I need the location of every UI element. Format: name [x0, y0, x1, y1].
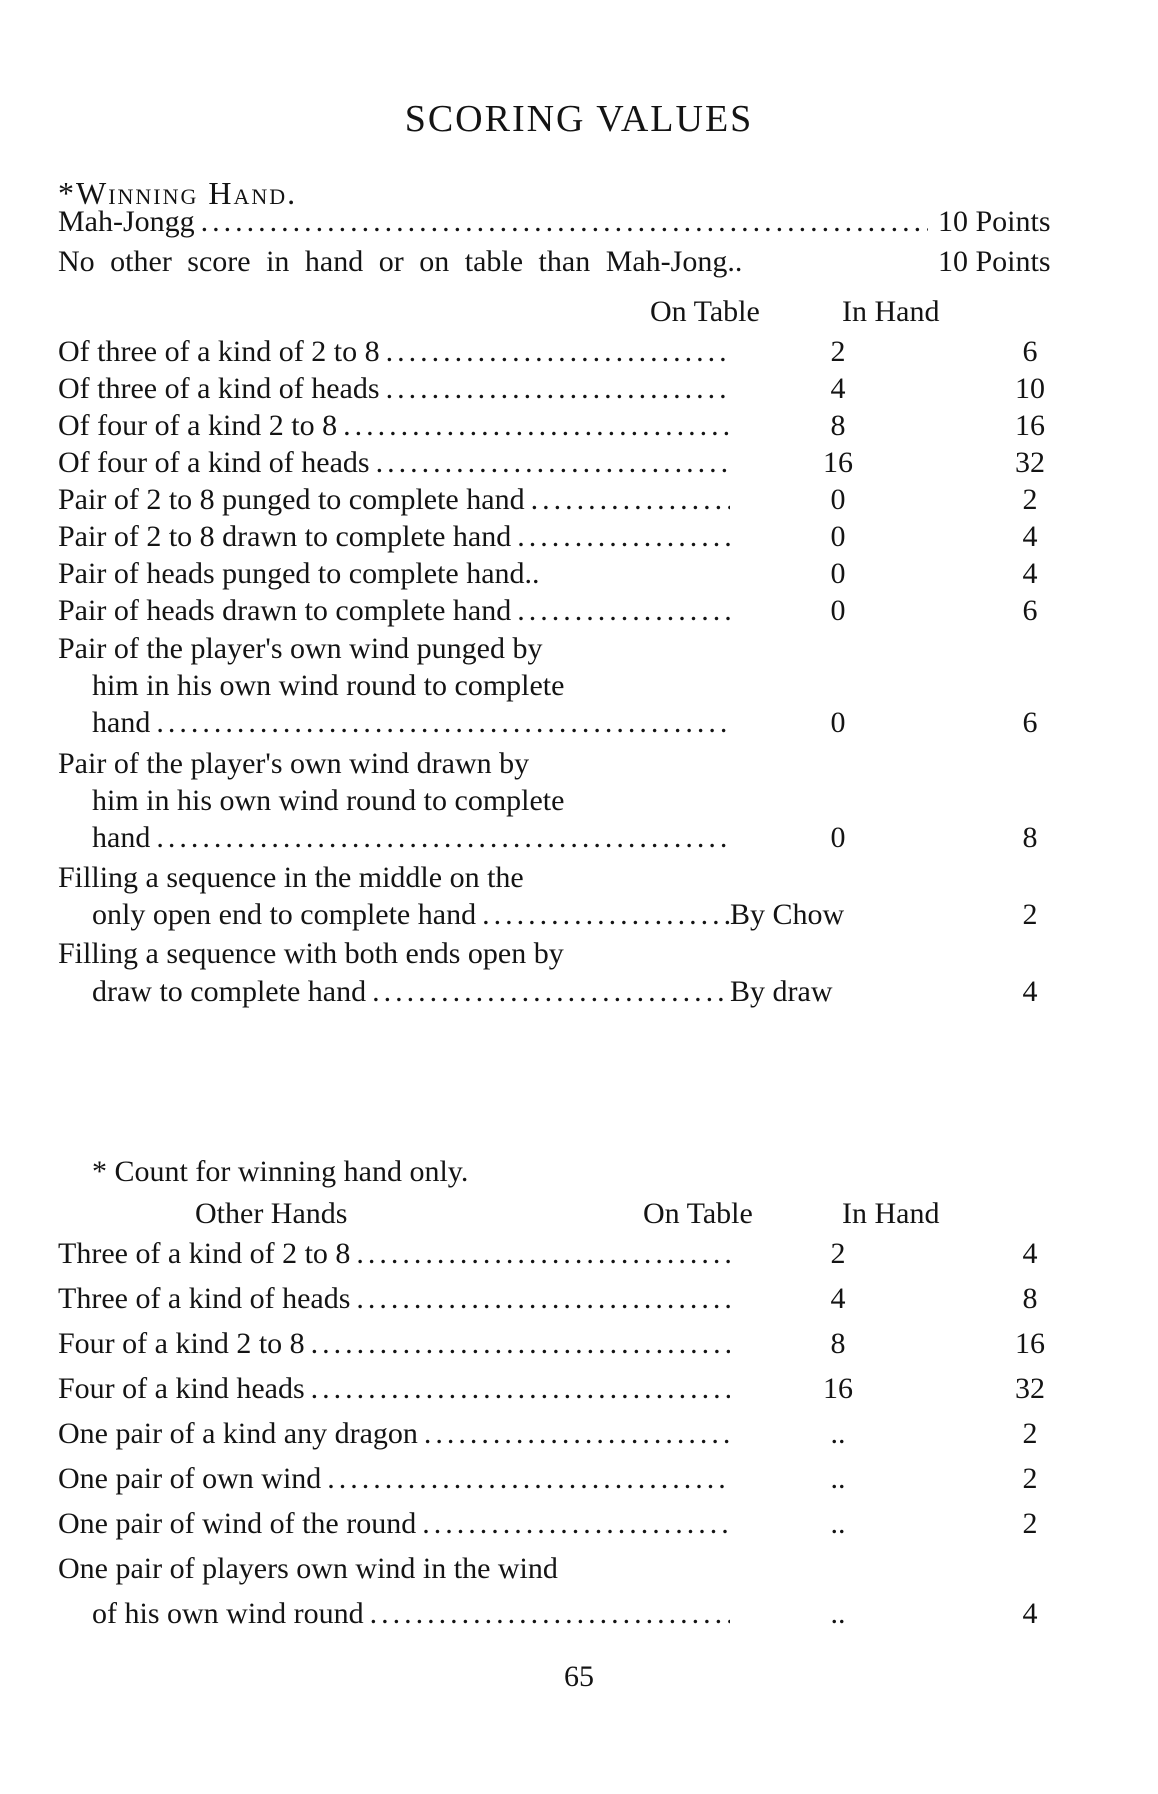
leader-dots — [380, 372, 730, 406]
row-label: Pair of 2 to 8 drawn to complete hand — [58, 520, 512, 553]
scoring-row — [58, 975, 1098, 1017]
in-hand-value: 2 — [1022, 483, 1038, 516]
in-hand-value: 8 — [1022, 821, 1038, 854]
row-label-line — [58, 446, 730, 480]
on-table-value: 0 — [830, 557, 846, 590]
row-label: Of four of a kind of heads — [58, 446, 370, 479]
row-label-line — [58, 557, 730, 591]
row-points: 10 Points — [938, 245, 1051, 278]
in-hand-value: 6 — [1022, 594, 1038, 627]
row-label-line — [92, 975, 730, 1009]
row-label: Pair of the player's own wind punged by — [58, 632, 543, 665]
leader-dots — [476, 898, 730, 932]
leader-dots — [350, 1282, 730, 1316]
row-label: Of four of a kind 2 to 8 — [58, 409, 338, 442]
in-hand-value: 8 — [1022, 1282, 1038, 1315]
scoring-row-line — [58, 1552, 1098, 1594]
leader-dots — [366, 975, 730, 1009]
in-hand-value: 32 — [1015, 1372, 1045, 1405]
leader-dots — [350, 1237, 730, 1271]
in-hand-value: 16 — [1015, 1327, 1045, 1360]
row-label-line — [92, 821, 730, 855]
on-table-value: 2 — [830, 335, 846, 368]
row-label: him in his own wind round to complete — [92, 669, 565, 702]
on-table-value: .. — [830, 1597, 846, 1630]
row-label-line — [58, 594, 730, 628]
in-hand-value: 4 — [1022, 557, 1038, 590]
leader-dots — [511, 520, 730, 554]
row-label-line — [58, 1237, 730, 1271]
leader-dots — [364, 1597, 730, 1631]
row-label-line — [58, 520, 730, 554]
scoring-row — [58, 1282, 1098, 1324]
other-hands-title: Other Hands — [195, 1197, 348, 1230]
leader-dots — [337, 409, 730, 443]
row-label-line — [58, 747, 730, 781]
scoring-row-line — [58, 861, 1098, 903]
on-table-value: 0 — [830, 706, 846, 739]
row-label: hand — [92, 706, 151, 739]
in-hand-header: In Hand — [842, 295, 940, 328]
scoring-row-line — [58, 632, 1098, 674]
in-hand-value: 2 — [1022, 1417, 1038, 1450]
in-hand-value: 4 — [1022, 520, 1038, 553]
row-label-line — [58, 205, 928, 239]
row-label-line — [58, 1462, 730, 1496]
mahjongg-row — [58, 245, 1098, 287]
scoring-row-line — [58, 937, 1098, 979]
in-hand-value: 10 — [1015, 372, 1045, 405]
in-hand-value: 2 — [1022, 898, 1038, 931]
scoring-row — [58, 594, 1098, 636]
leader-dots — [525, 483, 730, 517]
row-label: Of three of a kind of 2 to 8 — [58, 335, 380, 368]
row-label-line — [58, 1282, 730, 1316]
row-label-line — [58, 1417, 730, 1451]
in-hand-value: 4 — [1022, 1237, 1038, 1270]
on-table-value: 0 — [830, 594, 846, 627]
other-column-header — [58, 1197, 1098, 1239]
row-label-line — [58, 937, 730, 971]
scoring-row-line — [58, 669, 1098, 711]
on-table-value: .. — [830, 1462, 846, 1495]
row-label: Four of a kind heads — [58, 1372, 305, 1405]
row-label: Pair of heads drawn to complete hand — [58, 594, 512, 627]
leader-dots — [380, 335, 730, 369]
row-label: Three of a kind of 2 to 8 — [58, 1237, 351, 1270]
row-label-line — [58, 1327, 730, 1361]
row-label-line — [58, 861, 730, 895]
leader-dots — [195, 205, 928, 239]
on-table-value: .. — [830, 1507, 846, 1540]
on-table-value: 4 — [830, 1282, 846, 1315]
row-label: One pair of wind of the round — [58, 1507, 417, 1540]
on-table-header: On Table — [650, 295, 760, 328]
row-label-line — [92, 898, 730, 932]
row-label-line — [92, 1597, 730, 1631]
in-hand-value: 2 — [1022, 1507, 1038, 1540]
in-hand-value: 16 — [1015, 409, 1045, 442]
row-label-line — [58, 372, 730, 406]
row-label: only open end to complete hand — [92, 898, 477, 931]
row-label-line — [58, 1372, 730, 1406]
in-hand-value: 4 — [1022, 975, 1038, 1008]
row-label-line — [92, 784, 730, 818]
row-label: Filling a sequence with both ends open by — [58, 937, 564, 970]
row-label: draw to complete hand — [92, 975, 367, 1008]
scoring-row — [58, 1237, 1098, 1279]
scoring-row — [58, 483, 1098, 525]
on-table-header: On Table — [643, 1197, 753, 1230]
scoring-row — [58, 372, 1098, 414]
mahjongg-row — [58, 205, 1098, 247]
on-table-value: 2 — [830, 1237, 846, 1270]
leader-dots — [150, 706, 730, 740]
page-number: 65 — [564, 1660, 594, 1693]
row-label: One pair of own wind — [58, 1462, 322, 1495]
scoring-row-line — [58, 747, 1098, 789]
row-label: No other score in hand or on table than Mah-Jong.. — [58, 245, 743, 278]
in-hand-value: 32 — [1015, 446, 1045, 479]
row-label-line — [92, 669, 730, 703]
row-label-line — [58, 335, 730, 369]
row-label: Mah-Jongg — [58, 205, 195, 238]
row-label: hand — [92, 821, 151, 854]
row-label: Pair of heads punged to complete hand.. — [58, 557, 540, 590]
scoring-row — [58, 520, 1098, 562]
row-label-line — [58, 409, 730, 443]
on-table-value: 8 — [830, 1327, 846, 1360]
scoring-row — [58, 446, 1098, 488]
leader-dots — [511, 594, 730, 628]
row-label: Pair of 2 to 8 punged to complete hand — [58, 483, 525, 516]
footnote: * Count for winning hand only. — [92, 1155, 469, 1188]
row-label: Filling a sequence in the middle on the — [58, 861, 524, 894]
row-label-line — [58, 1507, 730, 1541]
row-label: One pair of a kind any dragon — [58, 1417, 418, 1450]
scoring-row — [58, 821, 1098, 863]
row-label: him in his own wind round to complete — [92, 784, 565, 817]
row-label: One pair of players own wind in the wind — [58, 1552, 558, 1585]
leader-dots — [416, 1507, 730, 1541]
in-hand-value: 6 — [1022, 335, 1038, 368]
on-table-value: 4 — [830, 372, 846, 405]
row-label-line — [92, 706, 730, 740]
scoring-row-line — [58, 784, 1098, 826]
on-table-value: 16 — [823, 446, 853, 479]
scoring-row — [58, 898, 1098, 940]
on-table-value: By Chow — [730, 898, 845, 931]
row-label: Of three of a kind of heads — [58, 372, 380, 405]
winning-hand-heading: *Winning Hand. — [58, 175, 298, 211]
leader-dots — [305, 1327, 730, 1361]
on-table-value: 16 — [823, 1372, 853, 1405]
scoring-row — [58, 1372, 1098, 1414]
leader-dots — [305, 1372, 730, 1406]
scoring-row — [58, 1597, 1098, 1639]
on-table-value: 8 — [830, 409, 846, 442]
on-table-value: 0 — [830, 483, 846, 516]
row-points: 10 Points — [938, 205, 1051, 238]
row-label-line — [58, 483, 730, 517]
in-hand-value: 4 — [1022, 1597, 1038, 1630]
scoring-row — [58, 1507, 1098, 1549]
row-label-line — [58, 1552, 730, 1586]
on-table-value: 0 — [830, 520, 846, 553]
row-label: Four of a kind 2 to 8 — [58, 1327, 305, 1360]
row-label-line — [58, 632, 730, 666]
scoring-row — [58, 557, 1098, 599]
on-table-value: .. — [830, 1417, 846, 1450]
scoring-row — [58, 1462, 1098, 1504]
scoring-row — [58, 706, 1098, 748]
on-table-value: 0 — [830, 821, 846, 854]
page-title: SCORING VALUES — [404, 98, 754, 140]
in-hand-value: 2 — [1022, 1462, 1038, 1495]
leader-dots — [370, 446, 730, 480]
in-hand-value: 6 — [1022, 706, 1038, 739]
on-table-value: By draw — [730, 975, 833, 1008]
leader-dots — [418, 1417, 730, 1451]
row-label: Pair of the player's own wind drawn by — [58, 747, 530, 780]
scoring-row — [58, 1327, 1098, 1369]
row-label: of his own wind round — [92, 1597, 364, 1630]
in-hand-header: In Hand — [842, 1197, 940, 1230]
winning-column-header — [58, 295, 1098, 337]
scoring-row — [58, 409, 1098, 451]
scoring-row — [58, 335, 1098, 377]
leader-dots — [321, 1462, 730, 1496]
scoring-row — [58, 1417, 1098, 1459]
row-label: Three of a kind of heads — [58, 1282, 351, 1315]
leader-dots — [150, 821, 730, 855]
